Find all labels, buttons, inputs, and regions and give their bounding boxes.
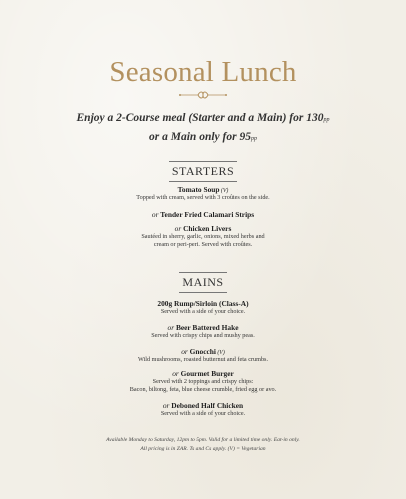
dish-description: Sautéed in sherry, garlic, onions, mixed herbs and xyxy=(141,233,265,240)
offer-line-1 xyxy=(0,110,406,129)
vegetarian-tag: (V) xyxy=(219,188,229,194)
dish-name: Deboned Half Chicken xyxy=(171,401,244,410)
dish-description: Served with crispy chips and mushy peas. xyxy=(151,332,255,339)
menu-item-name xyxy=(0,347,406,356)
menu-item-name xyxy=(0,210,406,219)
menu-item xyxy=(0,401,406,418)
dish-name: Gourmet Burger xyxy=(180,369,234,378)
or-label: or xyxy=(174,224,184,233)
menu-item xyxy=(0,210,406,219)
or-label: or xyxy=(162,401,172,410)
or-label: or xyxy=(167,323,176,332)
offer-line-2-text: or a Main only for 95 xyxy=(149,131,251,143)
menu-item xyxy=(0,299,406,316)
menu-item-name xyxy=(0,185,406,194)
footer-line-2: All pricing is in ZAR. Ts and Cs apply. (V) = Vegetarian xyxy=(140,445,266,452)
or-label: or xyxy=(151,210,161,219)
dish-description: Topped with cream, served with 3 croûtes on the side. xyxy=(136,194,270,201)
offer-line-2 xyxy=(0,129,406,148)
dish-name: 200g Rump/Sirloin (Class-A) xyxy=(157,299,249,308)
dish-description: Served with a side of your choice. xyxy=(160,410,246,417)
dish-name: Tender Fried Calamari Strips xyxy=(160,210,255,219)
menu-item xyxy=(0,369,406,395)
menu-title: Seasonal Lunch xyxy=(109,56,297,88)
or-label: or xyxy=(181,347,190,356)
dish-description: cream or peri-peri. Served with croûtes. xyxy=(153,241,253,249)
menu-item-name xyxy=(0,224,406,233)
footer-line-1: Available Monday to Saturday, 12pm to 5pm. Valid for a limited time only. Eat-in only. xyxy=(106,437,300,443)
mains-heading-text: MAINS xyxy=(179,272,226,293)
offer-intro xyxy=(0,110,406,148)
menu-item xyxy=(0,323,406,340)
vegetarian-tag: (V) xyxy=(215,350,225,356)
menu-item xyxy=(0,347,406,364)
dish-name: Chicken Livers xyxy=(183,224,232,233)
dish-description: Served with a side of your choice. xyxy=(160,308,246,315)
menu-item xyxy=(0,185,406,202)
dish-name: Beer Battered Hake xyxy=(175,323,239,332)
offer-line-1-text: Enjoy a 2-Course meal (Starter and a Main) for 130 xyxy=(76,112,324,124)
menu-item-name xyxy=(0,323,406,332)
dish-name: Tomato Soup xyxy=(177,185,220,194)
menu-item-name xyxy=(0,299,406,308)
dish-description: Bacon, biltong, feta, blue cheese crumble, fried egg or avo. xyxy=(129,386,277,394)
starters-heading-text: STARTERS xyxy=(169,161,237,182)
offer-line-1-unit: pp xyxy=(323,117,330,123)
dish-description: Served with 2 toppings and crispy chips: xyxy=(152,378,254,385)
menu-footer xyxy=(0,436,406,454)
menu-item xyxy=(0,224,406,250)
starters-heading xyxy=(0,161,406,182)
flourish-divider-icon xyxy=(178,90,228,100)
dish-name: Gnocchi xyxy=(189,347,216,356)
dish-description: Wild mushrooms, roasted butternut and feta crumbs. xyxy=(137,356,268,363)
menu-item-name xyxy=(0,369,406,378)
mains-heading xyxy=(0,272,406,293)
or-label: or xyxy=(172,369,181,378)
offer-line-2-unit: pp xyxy=(250,136,257,142)
menu-item-name xyxy=(0,401,406,410)
